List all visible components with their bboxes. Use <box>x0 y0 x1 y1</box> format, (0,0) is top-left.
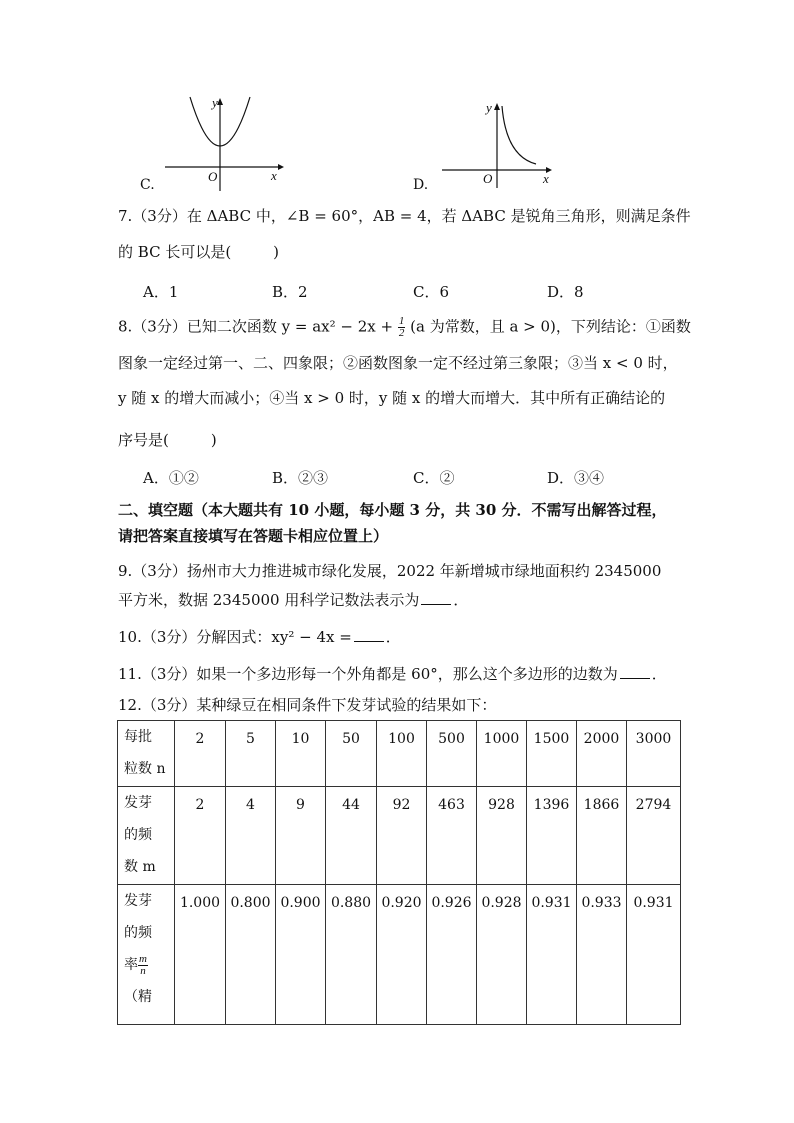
q8-line2: 图象一定经过第一、二、四象限；②函数图象一定不经过第三象限；③当 x < 0 时， <box>118 354 678 372</box>
graph-d-option-label: D. <box>413 177 429 193</box>
m-cell: 2 <box>175 787 226 885</box>
q7-option-d: D．8 <box>547 283 584 301</box>
q8-option-b: B．②③ <box>272 469 329 487</box>
row-header-rate-line1: 发芽 <box>124 893 152 909</box>
graph-d-hyperbola-figure <box>440 100 555 190</box>
q11-line <box>118 664 667 684</box>
rate-cell: 0.928 <box>477 885 527 1025</box>
q10-post: ． <box>385 628 401 646</box>
rate-cell: 0.800 <box>226 885 276 1025</box>
m-cell: 92 <box>377 787 427 885</box>
graph-c-x-label: x <box>271 168 277 183</box>
rate-fraction <box>138 954 148 977</box>
row-header-rate-line4: （精 <box>124 989 152 1005</box>
n-cell: 3000 <box>627 721 681 787</box>
q9-answer-blank[interactable] <box>421 590 451 605</box>
row-header-n <box>118 721 175 787</box>
m-cell: 2794 <box>627 787 681 885</box>
table-row-n <box>118 721 681 787</box>
q9-line2-pre: 平方米，数据 2345000 用科学记数法表示为 <box>118 591 420 609</box>
section2-heading-line1: 二、填空题（本大题共有 10 小题，每小题 3 分，共 30 分．不需写出解答过程， <box>118 501 667 519</box>
row-header-m-line2: 的频 <box>124 827 152 843</box>
n-cell: 500 <box>427 721 477 787</box>
row-header-rate-line3-text: 率 <box>124 957 138 973</box>
q8-line3: y 随 x 的增大而减小；④当 x > 0 时，y 随 x 的增大而增大．其中所有正确结论的 <box>118 389 666 407</box>
q7-option-c: C．6 <box>413 283 450 301</box>
n-cell: 10 <box>276 721 326 787</box>
n-cell: 1500 <box>527 721 577 787</box>
q10-answer-blank[interactable] <box>354 627 384 642</box>
n-cell: 2000 <box>577 721 627 787</box>
q8-frac-num: 1 <box>398 315 405 327</box>
q8-option-d: D．③④ <box>547 469 605 487</box>
section2-heading-line2: 请把答案直接填写在答题卡相应位置上） <box>118 527 389 545</box>
graph-c-parabola-figure <box>160 95 285 195</box>
graph-d-origin-label: O <box>483 171 493 186</box>
germination-table <box>117 720 681 1025</box>
q12-intro: 12.（3分）某种绿豆在相同条件下发芽试验的结果如下： <box>118 696 497 714</box>
q11-pre: 11.（3分）如果一个多边形每一个外角都是 60°，那么这个多边形的边数为 <box>118 665 618 683</box>
m-cell: 4 <box>226 787 276 885</box>
m-cell: 9 <box>276 787 326 885</box>
m-cell: 1396 <box>527 787 577 885</box>
graph-c-x-arrow <box>278 164 284 170</box>
row-header-m-line1: 发芽 <box>124 795 152 811</box>
q7-line2-post: ) <box>273 243 280 261</box>
table-row-m <box>118 787 681 885</box>
q11-post: ． <box>651 665 667 683</box>
row-header-n-line2: 粒数 n <box>124 761 166 777</box>
q7-line2 <box>118 242 279 262</box>
graph-d-y-arrow <box>494 103 500 110</box>
rate-frac-num: m <box>139 952 147 965</box>
q8-line1-post: (a 为常数，且 a > 0)，下列结论：①函数 <box>410 317 691 336</box>
rate-cell: 0.920 <box>377 885 427 1025</box>
m-cell: 44 <box>326 787 377 885</box>
q9-line2 <box>118 590 468 610</box>
m-cell: 463 <box>427 787 477 885</box>
q10-pre: 10.（3分）分解因式：xy² − 4x = <box>118 628 352 646</box>
q8-line4 <box>118 430 217 450</box>
q9-line2-post: ． <box>453 591 469 609</box>
graph-d-x-label: x <box>543 171 549 186</box>
table-row-rate <box>118 885 681 1025</box>
q8-fraction <box>398 316 406 339</box>
graph-d-hyperbola <box>502 106 536 164</box>
q8-line4-pre: 序号是( <box>118 431 169 449</box>
n-cell: 5 <box>226 721 276 787</box>
rate-cell: 0.931 <box>627 885 681 1025</box>
graph-c-option-label: C. <box>140 177 155 193</box>
q8-option-c: C．② <box>413 469 455 487</box>
q7-line1: 7.（3分）在 ΔABC 中，∠B = 60°，AB = 4，若 ΔABC 是锐角三角形，则满足条件 <box>118 207 691 225</box>
q11-answer-blank[interactable] <box>620 664 650 679</box>
m-cell: 1866 <box>577 787 627 885</box>
graph-c-y-label: y <box>212 95 218 110</box>
rate-cell: 1.000 <box>175 885 226 1025</box>
row-header-rate <box>118 885 175 1025</box>
rate-cell: 0.926 <box>427 885 477 1025</box>
row-header-m <box>118 787 175 885</box>
q8-option-a: A．①② <box>143 469 199 487</box>
q8-line1 <box>118 316 691 339</box>
graph-c-origin-label: O <box>208 169 218 184</box>
rate-frac-den: n <box>140 964 146 977</box>
rate-cell: 0.880 <box>326 885 377 1025</box>
row-header-m-line3: 数 m <box>124 859 156 875</box>
rate-cell: 0.931 <box>527 885 577 1025</box>
rate-cell: 0.900 <box>276 885 326 1025</box>
q9-line1: 9.（3分）扬州市大力推进城市绿化发展，2022 年新增城市绿地面积约 2345000 <box>118 562 662 580</box>
rate-cell: 0.933 <box>577 885 627 1025</box>
n-cell: 1000 <box>477 721 527 787</box>
q8-line4-post: ) <box>210 431 217 449</box>
graph-d-y-label: y <box>486 100 492 115</box>
q8-frac-den: 2 <box>398 327 405 339</box>
n-cell: 50 <box>326 721 377 787</box>
row-header-n-line1: 每批 <box>124 729 152 745</box>
n-cell: 100 <box>377 721 427 787</box>
row-header-rate-line2: 的频 <box>124 925 152 941</box>
q7-option-a: A．1 <box>143 283 179 301</box>
q7-option-b: B．2 <box>272 283 308 301</box>
m-cell: 928 <box>477 787 527 885</box>
q10-line <box>118 627 401 647</box>
row-header-rate-line3 <box>124 949 173 981</box>
q8-line1-pre: 8.（3分）已知二次函数 y = ax² − 2x + <box>118 317 394 336</box>
q7-line2-pre: 的 BC 长可以是( <box>118 243 232 261</box>
n-cell: 2 <box>175 721 226 787</box>
